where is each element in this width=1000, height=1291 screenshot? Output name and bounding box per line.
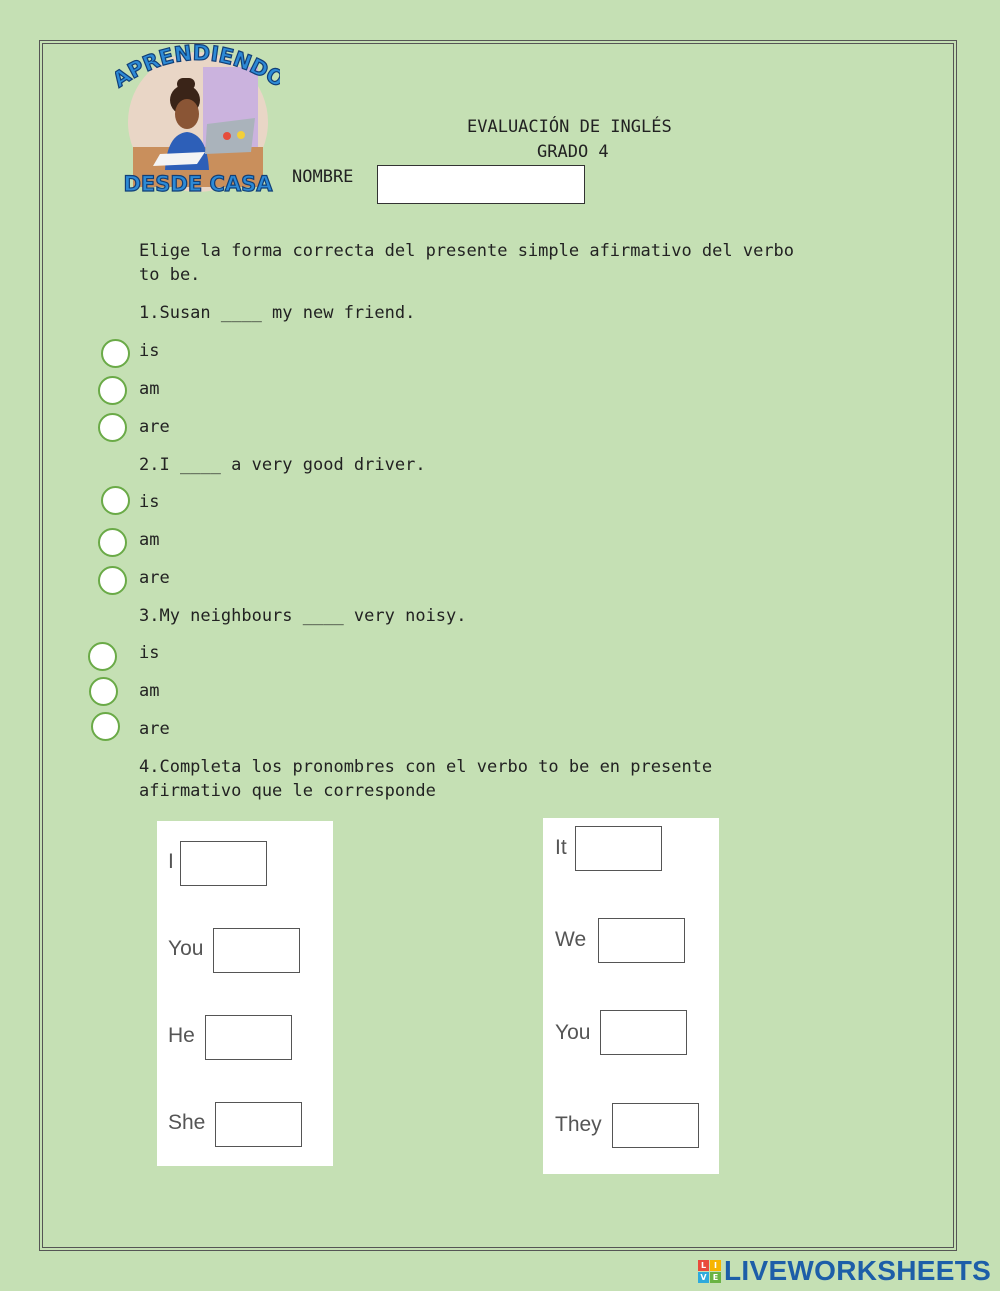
pronoun-answer-box[interactable] bbox=[612, 1103, 699, 1148]
q3-option-is: is bbox=[139, 643, 160, 663]
liveworksheets-logo bbox=[698, 1255, 991, 1287]
pronoun-answer-box[interactable] bbox=[598, 918, 685, 963]
pronoun-answer-box[interactable] bbox=[600, 1010, 687, 1055]
pronoun-answer-box[interactable] bbox=[215, 1102, 302, 1147]
pronoun-label: You bbox=[168, 937, 204, 960]
page-title: EVALUACIÓN DE INGLÉS bbox=[467, 117, 672, 137]
q3-option-are: are bbox=[139, 719, 170, 739]
brand-icon-tile: V bbox=[698, 1272, 709, 1283]
pronoun-label: He bbox=[168, 1024, 195, 1047]
pronoun-label: We bbox=[555, 928, 587, 951]
q1-option-are: are bbox=[139, 417, 170, 437]
instructions-line-2: to be. bbox=[139, 265, 201, 285]
liveworksheets-icon bbox=[698, 1260, 721, 1283]
q1-radio-am[interactable] bbox=[98, 376, 127, 405]
pronoun-panel-left bbox=[157, 821, 333, 1166]
q3-radio-is[interactable] bbox=[88, 642, 117, 671]
question-4-line-2: afirmativo que le corresponde bbox=[139, 781, 436, 801]
q2-radio-is[interactable] bbox=[101, 486, 130, 515]
q1-radio-is[interactable] bbox=[101, 339, 130, 368]
pronoun-label: I bbox=[168, 850, 174, 873]
brand-icon-tile: E bbox=[710, 1272, 721, 1283]
pronoun-answer-box[interactable] bbox=[180, 841, 267, 886]
q2-option-am: am bbox=[139, 530, 160, 550]
aprendiendo-desde-casa-logo bbox=[115, 42, 280, 200]
brand-icon-tile: L bbox=[698, 1260, 709, 1271]
q1-option-am: am bbox=[139, 379, 160, 399]
q3-radio-are[interactable] bbox=[91, 712, 120, 741]
question-3-text: 3.My neighbours ____ very noisy. bbox=[139, 606, 467, 626]
question-1-text: 1.Susan ____ my new friend. bbox=[139, 303, 416, 323]
q1-radio-are[interactable] bbox=[98, 413, 127, 442]
q3-option-am: am bbox=[139, 681, 160, 701]
q2-radio-are[interactable] bbox=[98, 566, 127, 595]
q1-option-is: is bbox=[139, 341, 160, 361]
pronoun-label: They bbox=[555, 1113, 602, 1136]
svg-text:APRENDIENDO: PRENDIEND bbox=[123, 42, 273, 84]
pronoun-answer-box[interactable] bbox=[575, 826, 662, 871]
brand-text: LIVEWORKSHEETS bbox=[724, 1255, 992, 1286]
name-input[interactable] bbox=[377, 165, 585, 204]
pronoun-label: She bbox=[168, 1111, 206, 1134]
q2-radio-am[interactable] bbox=[98, 528, 127, 557]
pronoun-label: You bbox=[555, 1021, 591, 1044]
pronoun-label: It bbox=[555, 836, 567, 859]
q3-radio-am[interactable] bbox=[89, 677, 118, 706]
pronoun-answer-box[interactable] bbox=[213, 928, 300, 973]
brand-icon-tile: I bbox=[710, 1260, 721, 1271]
q2-option-are: are bbox=[139, 568, 170, 588]
question-4-line-1: 4.Completa los pronombres con el verbo to be en presente bbox=[139, 757, 713, 777]
q2-option-is: is bbox=[139, 492, 160, 512]
pronoun-answer-box[interactable] bbox=[205, 1015, 292, 1060]
name-label: NOMBRE bbox=[292, 167, 354, 187]
svg-text:DESDE CASA: DESDE CASA bbox=[123, 172, 273, 196]
instructions-line-1: Elige la forma correcta del presente simple afirmativo del verbo bbox=[139, 241, 795, 261]
pronoun-panel-right bbox=[543, 818, 719, 1174]
question-2-text: 2.I ____ a very good driver. bbox=[139, 455, 426, 475]
grade-label: GRADO 4 bbox=[537, 142, 609, 162]
